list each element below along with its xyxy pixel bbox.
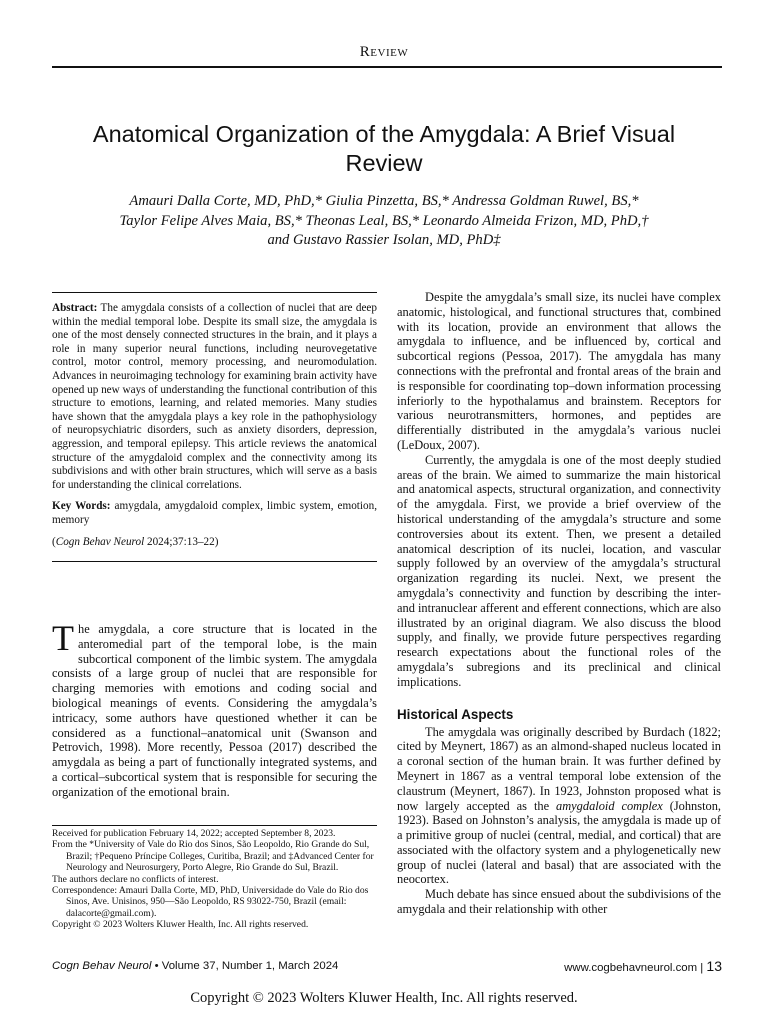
page-number: 13 [706,958,722,974]
abstract-bottom-rule [52,561,377,562]
abstract [52,302,377,492]
right-column [397,290,721,917]
footer-journal: Cogn Behav Neurol [52,960,152,972]
keywords-label: Key Words: [52,500,111,513]
historical-aspects-heading: Historical Aspects [397,706,514,722]
citation-rest: 2024;37:13–22) [144,535,219,548]
paragraph-3-a: The amygdala was originally described by Burdach (1822; cited by Meynert, 1867) as an almond-shaped nucleus located in a coronal section of the human brain. It was further defined by Meynert in 1867 as a ventral temporal lobe extension of the claustrum (Meynert, 1867). In 1923, Johnston proposed what is now largely accepted as the [397,724,721,813]
footer-right [564,958,722,974]
header-rule [52,66,722,68]
footnote-conflicts: The authors declare no conflicts of interest. [52,873,219,885]
bottom-copyright: Copyright © 2023 Wolters Kluwer Health, Inc. All rights reserved. [190,990,578,1006]
paragraph-2: Currently, the amygdala is one of the most deeply studied areas of the brain. We aimed to summarize the main historical and anatomical aspects, structural organization, and connectivity of the amygdala. First, we provide a brief overview of the historical understanding of the amygdala’s structure and some controversies about its extent. Then, we present a detailed anatomical description of its nuclei, location, and vascular supply followed by an overview of the amygdala’s structural organization regarding its nuclei. Next, we present the amygdala’s connectivity and function by describing the inter- and intranuclear afferent and efferent connections, which are also illustrated by an original diagram. We also discuss the blood supply, and finally, we provide future perspectives regarding research expectations about the functional roles of the amygdala’s subregions and its preclinical and clinical implications. [397,452,721,689]
paragraph-1: Despite the amygdala’s small size, its nuclei have complex anatomic, histological, and functional structures that, combined with its location, provide an environment that allows the amygdala to influence, and be influenced by, cortical and subcortical regions (Pessoa, 2017). The amygdala has many connections with the prefrontal and frontal areas of the brain and is responsible for coordinating top–down information processing inferiorly to the hypothalamus and brainstem. Receptors for various neurotransmitters, hormones, and peptides are differentially distributed in the amygdala’s various nuclei (LeDoux, 2007). [397,290,721,452]
amygdaloid-complex-term: amygdaloid complex [556,798,663,813]
drop-cap: T [52,618,74,658]
citation [52,536,377,550]
citation-journal: Cogn Behav Neurol [55,535,145,548]
author-list [60,192,708,251]
footer-issue: • Volume 37, Number 1, March 2024 [151,960,339,972]
abstract-box [52,292,377,562]
section-heading: Review [359,44,409,60]
author-line-1: Amauri Dalla Corte, MD, PhD,* Giulia Pinzetta, BS,* Andressa Goldman Ruwel, BS,* [129,193,639,209]
footnote-received: Received for publication February 14, 2022; accepted September 8, 2023. [52,828,336,839]
footer-journal-info [52,960,338,972]
footer-separator: | [697,962,707,974]
abstract-label: Abstract: [52,302,98,314]
paragraph-3-b: (Johnston, 1923). Based on Johnston’s analysis, the amygdala is made up of a primitive group of nuclei (central, medial, and cortical) that are associated with the olfactory system and a phylogenetically new group of nuclei (lateral and basal) that are associated with the neocortex. [397,798,721,887]
running-footer [52,958,722,978]
paragraph-3 [397,725,721,888]
intro-text: he amygdala, a core structure that is located in the anteromedial part of the temporal lobe, is the main subcortical component of the limbic system. The amygdala consists of a large group of nuclei that are responsible for charging memories with emotions and coding social and biological meanings of events. Considering the amygdala’s intricacy, some authors have questioned whether it can be considered as a functional–anatomical unit (Swanson and Petrovich, 1998). More recently, Pessoa (2017) described the amygdala as being a part of functionally integrated systems, and a cortical–subcortical system that is responsible for securing the organization of the emotional brain. [52,622,377,799]
author-line-3: and Gustavo Rassier Isolan, MD, PhD‡ [267,232,501,248]
citation-open: ( [52,535,56,548]
footnote-correspondence: Correspondence: Amauri Dalla Corte, MD, PhD, Universidade do Vale do Rio dos Sinos, Ave. Unisinos, 950—São Leopoldo, RS 93022-750, Brazil (email: dalacorte@gmail.com). [52,885,369,919]
footer-url: www.cogbehavneurol.com [564,962,698,974]
article-title: Anatomical Organization of the Amygdala: A Brief Visual Review [92,121,676,176]
keywords [52,500,377,527]
intro-paragraph [52,618,377,800]
footnote-affiliations: From the *University of Vale do Rio dos Sinos, São Leopoldo, Rio Grande do Sul, Brazil; †Pequeno Príncipe Colleges, Curitiba, Brazil; and ‡Advanced Center for Neurology and Neurosurgery, Porto Alegre, Rio Grande do Sul, Brazil. [52,839,374,874]
abstract-text: The amygdala consists of a collection of nuclei that are deep within the medial temporal lobe. Despite its small size, the amygdala is one of the most densely connected structures in the brain, and it plays a role in many superior neural functions, including neurovegetative control, motor control, memory processing, and neuromodulation. Advances in neuroimaging technology for examining brain activity have opened up new ways of understanding the functional contribution of this structure to emotions, learning, and related memories. Many studies have shown that the amygdala plays a key role in the pathophysiology of neuropsychiatric disorders, such as anxiety disorders, depression, aggression, and temporal epilepsy. This article reviews the anatomical structure of the amygdaloid complex and the connectivity among its subdivisions and with other brain structures, which will serve as a basis for understanding the clinical correlations. [52,302,377,491]
author-line-2: Taylor Felipe Alves Maia, BS,* Theonas Leal, BS,* Leonardo Almeida Frizon, MD, PhD,† [119,212,649,229]
paragraph-4: Much debate has since ensued about the subdivisions of the amygdala and their relationship with other [397,887,721,917]
keywords-text: amygdala, amygdaloid complex, limbic system, emotion, memory [52,500,377,526]
footnote-copyright: Copyright © 2023 Wolters Kluwer Health, Inc. All rights reserved. [52,919,309,931]
footnotes [52,825,377,931]
intro-section [52,618,377,800]
